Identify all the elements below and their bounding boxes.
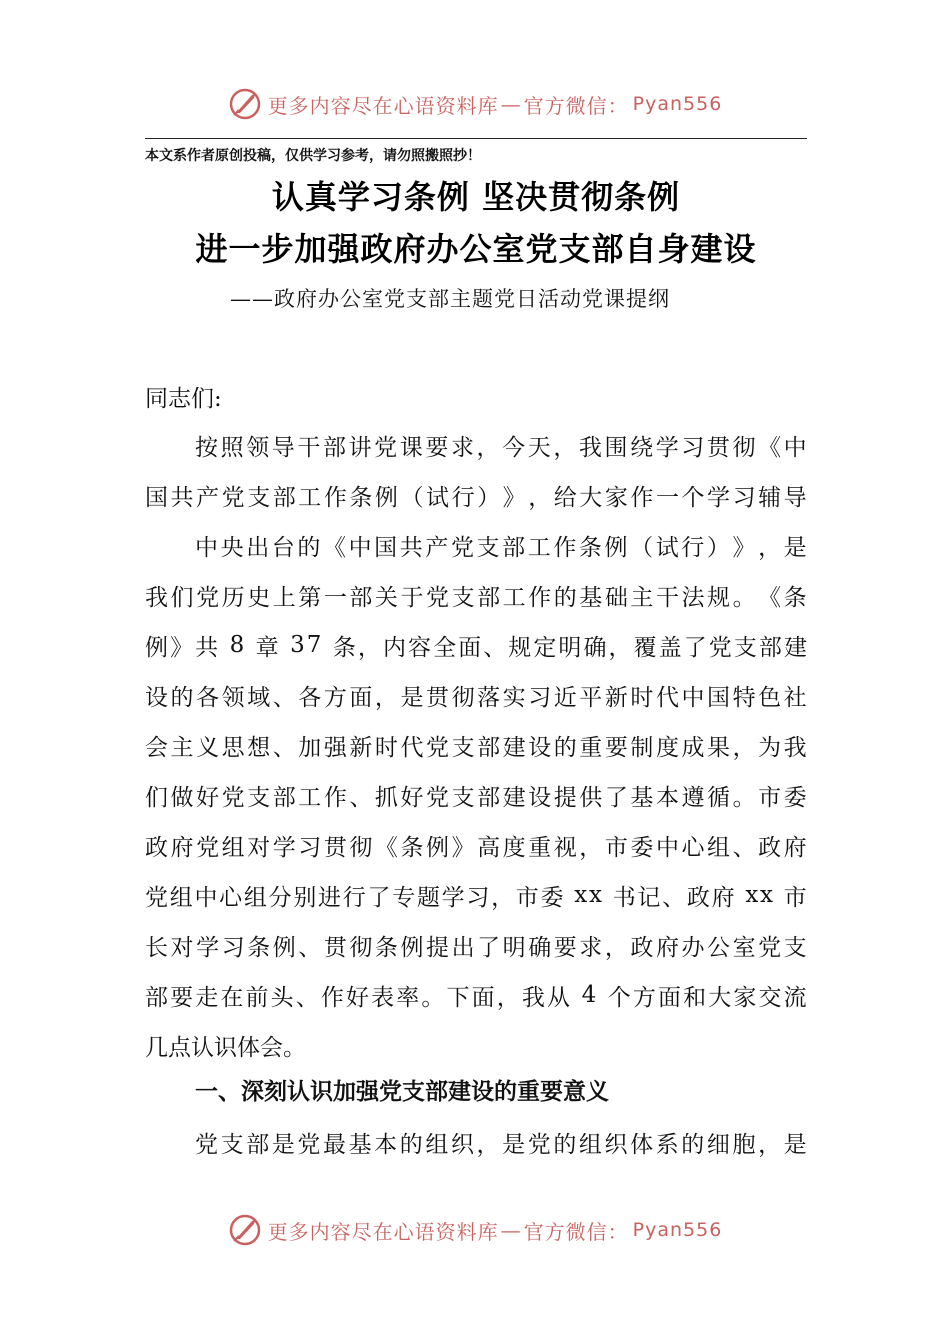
watermark-text: 更多内容尽在心语资料库 [267,93,499,118]
watermark-wechat-id: Pyan556 [632,93,723,115]
watermark-header [0,84,950,124]
quill-logo-icon [228,87,262,121]
section-heading-1: 一、深刻认识加强党支部建设的重要意义 [195,1079,609,1105]
copyright-notice: 本文系作者原创投稿，仅供学习参考，请勿照搬照抄！ [145,148,481,164]
body-line: 我 们 党 历 史 上 第 一 部 关 于 党 支 部 工 作 的 基 础 主 干 法 规 。 《 条 [145,584,807,611]
title-line-2: 进一步加强政府办公室党支部自身建设 [195,230,757,268]
header-rule [145,138,807,139]
body-line: 政 府 党 组 对 学 习 贯 彻 《 条 例 》 高 度 重 视 ， 市 委 中 心 组 、 政 府 [145,834,807,861]
body-line: 几点认识体会。 [145,1034,306,1061]
body-line: 设 的 各 领 域 、 各 方 面 ， 是 贯 彻 落 实 习 近 平 新 时 代 中 国 特 色 社 [145,684,807,711]
title-line-1: 认真学习条例 坚决贯彻条例 [271,178,681,216]
body-line: 中 央 出 台 的 《 中 国 共 产 党 支 部 工 作 条 例 （ 试 行 ） 》 ， 是 [195,534,807,561]
body-line: 部 要 走 在 前 头 、 作 好 表 率 。 下 面 ， 我 从 4 个 方 面 和 大 家 交 流 [145,982,807,1011]
watermark-text: 更多内容尽在心语资料库 [267,1219,499,1244]
watermark-separator: — [500,1218,522,1242]
greeting: 同志们: [145,385,222,412]
watermark-wechat-label: 官方微信： [523,93,629,118]
watermark-footer [0,1210,950,1250]
body-line: 长 对 学 习 条 例 、 贯 彻 条 例 提 出 了 明 确 要 求 ， 政 府 办 公 室 党 支 [145,934,807,961]
body-line: 国 共 产 党 支 部 工 作 条 例 （ 试 行 ） 》 ， 给 大 家 作 一 个 学 习 辅 导 [145,484,807,511]
body-line: 会 主 义 思 想 、 加 强 新 时 代 党 支 部 建 设 的 重 要 制 度 成 果 ， 为 我 [145,734,807,761]
body-line: 们 做 好 党 支 部 工 作 、 抓 好 党 支 部 建 设 提 供 了 基 本 遵 循 。 市 委 [145,784,807,811]
body-line-last: 党 支 部 是 党 最 基 本 的 组 织 ， 是 党 的 组 织 体 系 的 细 胞 ， 是 [195,1131,807,1158]
body-line: 例 》 共 8 章 3 7 条 ， 内 容 全 面 、 规 定 明 确 ， 覆 盖 了 党 支 部 建 [145,632,807,661]
subtitle: ——政府办公室党支部主题党日活动党课提纲 [230,287,670,311]
watermark-separator: — [500,92,522,116]
body-line: 党 组 中 心 组 分 别 进 行 了 专 题 学 习 ， 市 委 x x 书 记 、 政 府 x x 市 [145,882,807,911]
watermark-wechat-id: Pyan556 [632,1219,723,1241]
body-line: 按 照 领 导 干 部 讲 党 课 要 求 ， 今 天 ， 我 围 绕 学 习 贯 彻 《 中 [195,434,807,461]
watermark-wechat-label: 官方微信： [523,1219,629,1244]
quill-logo-icon [228,1213,262,1247]
